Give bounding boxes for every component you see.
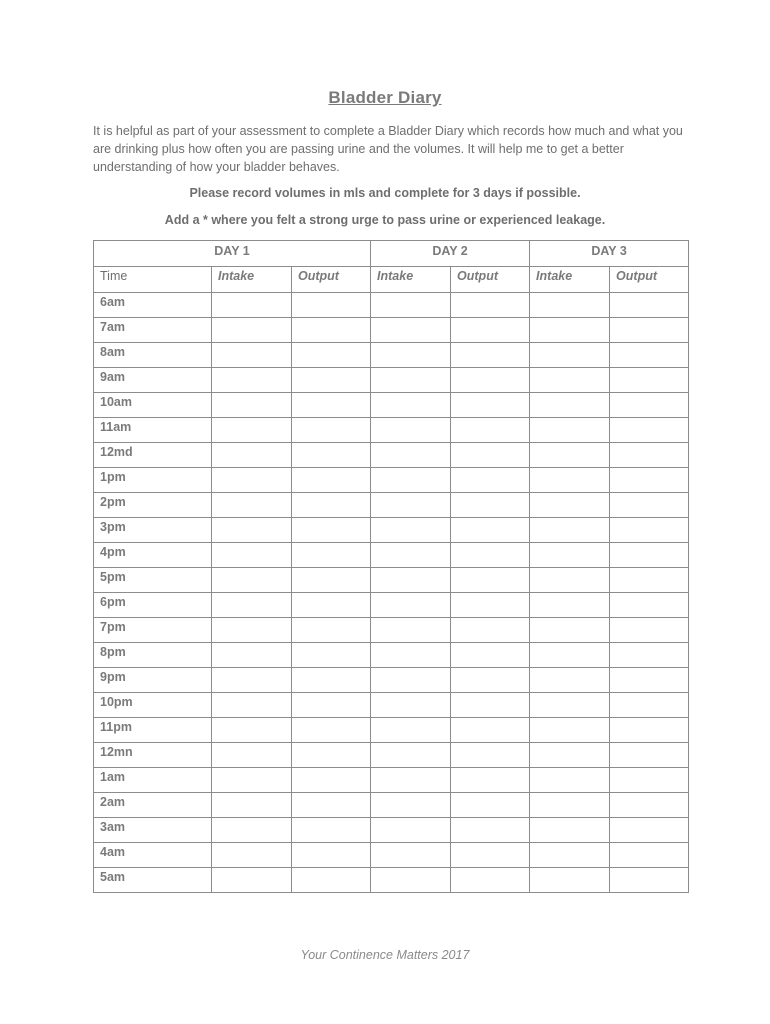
time-cell: 2pm <box>94 493 212 518</box>
day-2-output-cell[interactable] <box>451 418 530 443</box>
day-1-output-cell[interactable] <box>292 868 371 893</box>
day-2-output-cell[interactable] <box>451 368 530 393</box>
table-row <box>94 843 689 868</box>
day-3-output-header: Output <box>610 267 689 293</box>
intro-paragraph: It is helpful as part of your assessment to complete a Bladder Diary which records how much and what you are drinking plus how often you are passing urine and the volumes. It will help me to get a better understanding of how your bladder behaves. <box>93 124 683 174</box>
time-cell: 1am <box>94 768 212 793</box>
day-2-output-cell[interactable] <box>451 293 530 318</box>
table-row <box>94 468 689 493</box>
day-3-intake-cell[interactable] <box>530 793 610 818</box>
day-2-output-cell[interactable] <box>451 518 530 543</box>
time-cell: 9am <box>94 368 212 393</box>
day-3-output-cell[interactable] <box>610 293 689 318</box>
day-1-output-cell[interactable] <box>292 568 371 593</box>
time-cell: 7pm <box>94 618 212 643</box>
table-row <box>94 643 689 668</box>
day-3-intake-cell[interactable] <box>530 543 610 568</box>
day-1-output-cell[interactable] <box>292 418 371 443</box>
day-3-intake-cell[interactable] <box>530 393 610 418</box>
day-1-intake-cell[interactable] <box>212 418 292 443</box>
day-1-output-cell[interactable] <box>292 393 371 418</box>
day-3-intake-cell[interactable] <box>530 368 610 393</box>
day-1-output-cell[interactable] <box>292 493 371 518</box>
day-2-intake-header: Intake <box>371 267 451 293</box>
day-3-output-cell[interactable] <box>610 418 689 443</box>
day-1-output-cell[interactable] <box>292 668 371 693</box>
day-2-intake-cell[interactable] <box>371 343 451 368</box>
day-3-intake-cell[interactable] <box>530 818 610 843</box>
day-2-intake-cell[interactable] <box>371 568 451 593</box>
time-column-header: Time <box>94 267 212 293</box>
day-3-output-cell[interactable] <box>610 693 689 718</box>
day-2-intake-cell[interactable] <box>371 493 451 518</box>
day-1-intake-cell[interactable] <box>212 668 292 693</box>
table-row <box>94 293 689 318</box>
time-cell: 11am <box>94 418 212 443</box>
day-2-intake-cell[interactable] <box>371 318 451 343</box>
day-2-output-cell[interactable] <box>451 393 530 418</box>
day-3-output-cell[interactable] <box>610 318 689 343</box>
day-1-output-cell[interactable] <box>292 618 371 643</box>
table-row <box>94 318 689 343</box>
day-3-output-cell[interactable] <box>610 493 689 518</box>
day-1-output-cell[interactable] <box>292 318 371 343</box>
day-2-output-cell[interactable] <box>451 718 530 743</box>
table-row <box>94 568 689 593</box>
day-2-intake-cell[interactable] <box>371 768 451 793</box>
day-1-intake-cell[interactable] <box>212 443 292 468</box>
day-2-intake-cell[interactable] <box>371 618 451 643</box>
day-2-output-cell[interactable] <box>451 468 530 493</box>
table-row <box>94 768 689 793</box>
day-2-intake-cell[interactable] <box>371 393 451 418</box>
time-cell: 4am <box>94 843 212 868</box>
day-2-output-cell[interactable] <box>451 343 530 368</box>
day-1-intake-cell[interactable] <box>212 343 292 368</box>
day-2-output-cell[interactable] <box>451 843 530 868</box>
day-header-row <box>94 241 689 267</box>
table-row <box>94 393 689 418</box>
day-1-output-cell[interactable] <box>292 368 371 393</box>
day-3-output-cell[interactable] <box>610 568 689 593</box>
day-2-output-cell[interactable] <box>451 593 530 618</box>
bladder-diary-table <box>93 240 689 893</box>
day-3-intake-cell[interactable] <box>530 318 610 343</box>
day-3-intake-cell[interactable] <box>530 693 610 718</box>
day-2-output-cell[interactable] <box>451 493 530 518</box>
day-1-intake-cell[interactable] <box>212 493 292 518</box>
day-3-intake-cell[interactable] <box>530 568 610 593</box>
table-row <box>94 443 689 468</box>
day-1-intake-cell[interactable] <box>212 368 292 393</box>
day-3-output-cell[interactable] <box>610 843 689 868</box>
day-3-intake-cell[interactable] <box>530 768 610 793</box>
day-2-intake-cell[interactable] <box>371 443 451 468</box>
day-3-output-cell[interactable] <box>610 343 689 368</box>
day-3-intake-cell[interactable] <box>530 843 610 868</box>
day-1-output-cell[interactable] <box>292 693 371 718</box>
day-2-output-cell[interactable] <box>451 793 530 818</box>
day-3-output-cell[interactable] <box>610 818 689 843</box>
day-3-output-cell[interactable] <box>610 518 689 543</box>
day-3-output-cell[interactable] <box>610 768 689 793</box>
day-3-intake-cell[interactable] <box>530 743 610 768</box>
day-1-output-cell[interactable] <box>292 768 371 793</box>
day-2-output-cell[interactable] <box>451 668 530 693</box>
page-title: Bladder Diary <box>328 88 442 107</box>
day-3-intake-cell[interactable] <box>530 868 610 893</box>
column-header-row <box>94 267 689 293</box>
day-2-intake-cell[interactable] <box>371 518 451 543</box>
day-1-output-cell[interactable] <box>292 343 371 368</box>
time-cell: 4pm <box>94 543 212 568</box>
day-3-intake-cell[interactable] <box>530 343 610 368</box>
day-2-output-header: Output <box>451 267 530 293</box>
day-3-output-cell[interactable] <box>610 368 689 393</box>
day-1-intake-cell[interactable] <box>212 543 292 568</box>
day-2-intake-cell[interactable] <box>371 368 451 393</box>
table-row <box>94 618 689 643</box>
day-3-intake-cell[interactable] <box>530 618 610 643</box>
day-1-intake-cell[interactable] <box>212 768 292 793</box>
time-cell: 12mn <box>94 743 212 768</box>
time-cell: 8pm <box>94 643 212 668</box>
day-1-intake-cell[interactable] <box>212 393 292 418</box>
time-cell: 1pm <box>94 468 212 493</box>
day-2-intake-cell[interactable] <box>371 593 451 618</box>
day-2-output-cell[interactable] <box>451 743 530 768</box>
day-2-intake-cell[interactable] <box>371 818 451 843</box>
table-row <box>94 368 689 393</box>
day-1-intake-cell[interactable] <box>212 593 292 618</box>
day-1-intake-cell[interactable] <box>212 468 292 493</box>
day-1-intake-header: Intake <box>212 267 292 293</box>
day-3-output-cell[interactable] <box>610 468 689 493</box>
table-row <box>94 693 689 718</box>
day-3-header: DAY 3 <box>530 241 689 267</box>
day-1-intake-cell[interactable] <box>212 743 292 768</box>
day-2-intake-cell[interactable] <box>371 693 451 718</box>
table-row <box>94 818 689 843</box>
day-2-output-cell[interactable] <box>451 318 530 343</box>
day-1-output-cell[interactable] <box>292 743 371 768</box>
day-2-intake-cell[interactable] <box>371 718 451 743</box>
day-3-output-cell[interactable] <box>610 668 689 693</box>
time-cell: 5am <box>94 868 212 893</box>
time-cell: 2am <box>94 793 212 818</box>
table-row <box>94 493 689 518</box>
day-3-intake-cell[interactable] <box>530 293 610 318</box>
day-3-output-cell[interactable] <box>610 443 689 468</box>
time-cell: 6am <box>94 293 212 318</box>
time-cell: 9pm <box>94 668 212 693</box>
day-1-output-cell[interactable] <box>292 793 371 818</box>
day-1-intake-cell[interactable] <box>212 618 292 643</box>
day-1-intake-cell[interactable] <box>212 568 292 593</box>
day-2-intake-cell[interactable] <box>371 643 451 668</box>
table-row <box>94 868 689 893</box>
time-cell: 5pm <box>94 568 212 593</box>
day-3-intake-cell[interactable] <box>530 518 610 543</box>
day-3-output-cell[interactable] <box>610 543 689 568</box>
day-3-output-cell[interactable] <box>610 643 689 668</box>
day-1-intake-cell[interactable] <box>212 818 292 843</box>
table-row <box>94 343 689 368</box>
day-1-header: DAY 1 <box>94 241 371 267</box>
day-2-output-cell[interactable] <box>451 818 530 843</box>
day-2-output-cell[interactable] <box>451 443 530 468</box>
time-cell: 11pm <box>94 718 212 743</box>
day-3-intake-cell[interactable] <box>530 418 610 443</box>
time-cell: 10am <box>94 393 212 418</box>
day-1-intake-cell[interactable] <box>212 693 292 718</box>
day-2-intake-cell[interactable] <box>371 843 451 868</box>
table-row <box>94 593 689 618</box>
table-row <box>94 793 689 818</box>
time-cell: 12md <box>94 443 212 468</box>
day-1-output-cell[interactable] <box>292 443 371 468</box>
day-2-intake-cell[interactable] <box>371 668 451 693</box>
day-1-output-cell[interactable] <box>292 293 371 318</box>
day-1-output-cell[interactable] <box>292 593 371 618</box>
day-1-intake-cell[interactable] <box>212 793 292 818</box>
day-2-intake-cell[interactable] <box>371 743 451 768</box>
time-cell: 7am <box>94 318 212 343</box>
day-3-intake-cell[interactable] <box>530 643 610 668</box>
day-3-output-cell[interactable] <box>610 618 689 643</box>
day-3-intake-header: Intake <box>530 267 610 293</box>
table-row <box>94 668 689 693</box>
day-2-intake-cell[interactable] <box>371 793 451 818</box>
day-1-output-cell[interactable] <box>292 643 371 668</box>
day-2-output-cell[interactable] <box>451 618 530 643</box>
time-cell: 6pm <box>94 593 212 618</box>
day-3-output-cell[interactable] <box>610 718 689 743</box>
day-3-intake-cell[interactable] <box>530 668 610 693</box>
table-row <box>94 743 689 768</box>
day-1-output-cell[interactable] <box>292 543 371 568</box>
day-3-output-cell[interactable] <box>610 593 689 618</box>
day-2-intake-cell[interactable] <box>371 868 451 893</box>
day-2-intake-cell[interactable] <box>371 293 451 318</box>
day-3-output-cell[interactable] <box>610 793 689 818</box>
day-3-intake-cell[interactable] <box>530 718 610 743</box>
footer-text: Your Continence Matters 2017 <box>300 948 470 962</box>
day-3-output-cell[interactable] <box>610 393 689 418</box>
day-1-intake-cell[interactable] <box>212 843 292 868</box>
time-cell: 3pm <box>94 518 212 543</box>
time-cell: 10pm <box>94 693 212 718</box>
day-2-output-cell[interactable] <box>451 543 530 568</box>
day-2-intake-cell[interactable] <box>371 543 451 568</box>
day-3-intake-cell[interactable] <box>530 443 610 468</box>
day-3-output-cell[interactable] <box>610 743 689 768</box>
instruction-volumes: Please record volumes in mls and complete for 3 days if possible. <box>189 186 581 200</box>
day-2-intake-cell[interactable] <box>371 468 451 493</box>
day-2-output-cell[interactable] <box>451 768 530 793</box>
day-3-output-cell[interactable] <box>610 868 689 893</box>
day-3-intake-cell[interactable] <box>530 593 610 618</box>
day-1-intake-cell[interactable] <box>212 718 292 743</box>
day-2-output-cell[interactable] <box>451 643 530 668</box>
day-3-intake-cell[interactable] <box>530 468 610 493</box>
day-2-output-cell[interactable] <box>451 568 530 593</box>
day-1-output-cell[interactable] <box>292 818 371 843</box>
day-1-output-cell[interactable] <box>292 843 371 868</box>
day-1-intake-cell[interactable] <box>212 868 292 893</box>
table-row <box>94 718 689 743</box>
day-2-intake-cell[interactable] <box>371 418 451 443</box>
day-1-output-cell[interactable] <box>292 468 371 493</box>
day-2-output-cell[interactable] <box>451 868 530 893</box>
day-1-intake-cell[interactable] <box>212 643 292 668</box>
day-1-intake-cell[interactable] <box>212 518 292 543</box>
time-cell: 3am <box>94 818 212 843</box>
table-row <box>94 518 689 543</box>
day-1-output-cell[interactable] <box>292 518 371 543</box>
table-row <box>94 543 689 568</box>
table-row <box>94 418 689 443</box>
day-1-intake-cell[interactable] <box>212 293 292 318</box>
instruction-urge: Add a * where you felt a strong urge to pass urine or experienced leakage. <box>164 213 606 227</box>
day-2-output-cell[interactable] <box>451 693 530 718</box>
day-1-output-cell[interactable] <box>292 718 371 743</box>
day-2-header: DAY 2 <box>371 241 530 267</box>
day-3-intake-cell[interactable] <box>530 493 610 518</box>
day-1-intake-cell[interactable] <box>212 318 292 343</box>
day-1-output-header: Output <box>292 267 371 293</box>
time-cell: 8am <box>94 343 212 368</box>
